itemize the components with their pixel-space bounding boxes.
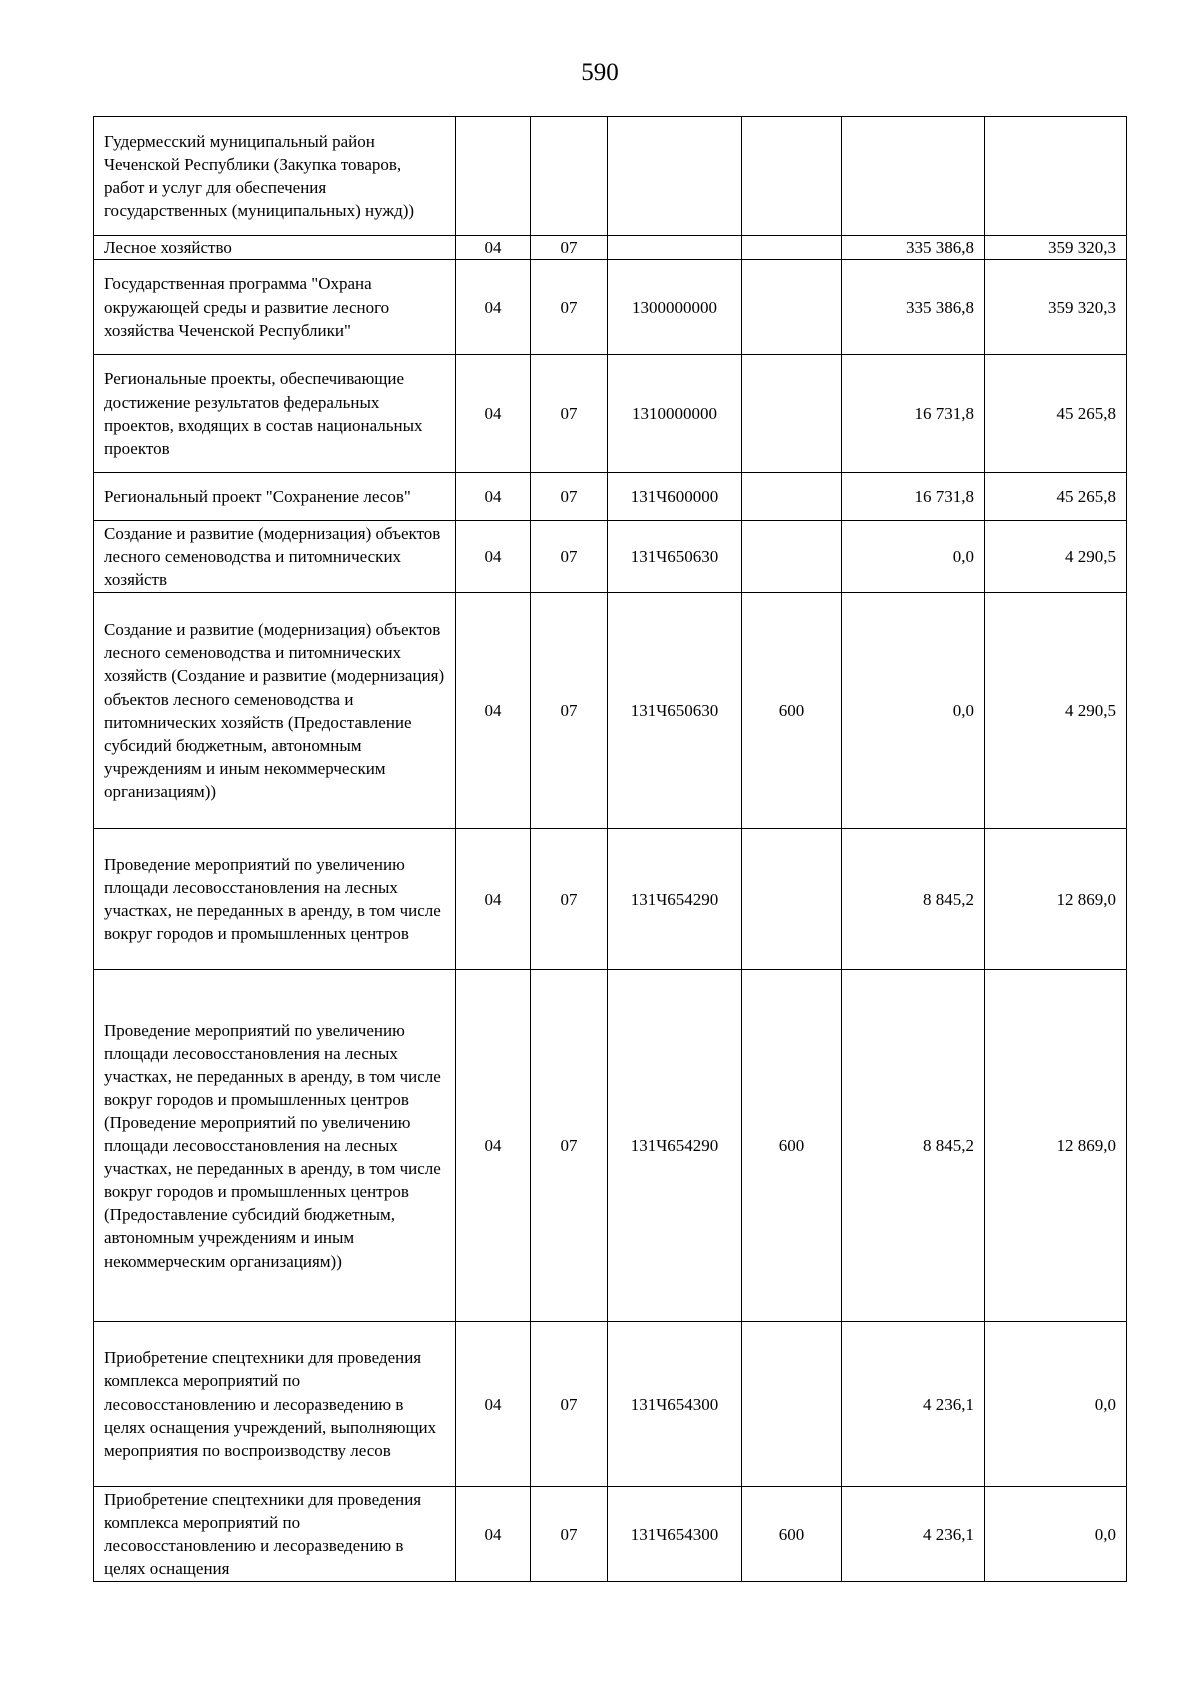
amount-year2-cell: 359 320,3 [985,260,1127,355]
target-article-cell: 131Ч654300 [608,1322,742,1487]
section-code-cell: 04 [456,260,531,355]
subsection-code-cell: 07 [531,593,608,829]
section-code-cell: 04 [456,473,531,521]
section-code-cell: 04 [456,1487,531,1582]
amount-year2-cell [985,117,1127,236]
subsection-code-cell: 07 [531,236,608,260]
amount-year1-cell: 8 845,2 [842,829,985,970]
amount-year1-cell: 335 386,8 [842,260,985,355]
expense-type-cell [742,260,842,355]
amount-year1-cell: 0,0 [842,593,985,829]
row-name-cell: Лесное хозяйство [94,236,456,260]
target-article-cell: 1300000000 [608,260,742,355]
expense-type-cell [742,829,842,970]
target-article-cell: 131Ч654290 [608,829,742,970]
expense-type-cell [742,236,842,260]
amount-year2-cell: 4 290,5 [985,593,1127,829]
amount-year2-cell: 359 320,3 [985,236,1127,260]
row-name-cell: Создание и развитие (модернизация) объектов лесного семеноводства и питомнических хозяйств [94,521,456,593]
amount-year1-cell: 0,0 [842,521,985,593]
expense-type-cell [742,355,842,473]
expense-type-cell: 600 [742,593,842,829]
amount-year1-cell: 335 386,8 [842,236,985,260]
subsection-code-cell: 07 [531,1487,608,1582]
amount-year2-cell: 45 265,8 [985,473,1127,521]
table-row [94,970,1127,1322]
row-name-cell: Государственная программа "Охрана окружающей среды и развитие лесного хозяйства Чеченской Республики" [94,260,456,355]
row-name-cell: Создание и развитие (модернизация) объектов лесного семеноводства и питомнических хозяйств (Создание и развитие (модернизация) объектов лесного семеноводства и питомнических хозяйств (Предоставление субсидий бюджетным, автономным учреждениям и иным некоммерческим организациям)) [94,593,456,829]
row-name-cell: Проведение мероприятий по увеличению площади лесовосстановления на лесных участках, не переданных в аренду, в том числе вокруг городов и промышленных центров [94,829,456,970]
table-row [94,236,1127,260]
section-code-cell: 04 [456,355,531,473]
subsection-code-cell: 07 [531,521,608,593]
subsection-code-cell: 07 [531,970,608,1322]
section-code-cell: 04 [456,829,531,970]
section-code-cell: 04 [456,236,531,260]
amount-year1-cell: 4 236,1 [842,1487,985,1582]
amount-year2-cell: 12 869,0 [985,970,1127,1322]
expense-type-cell [742,473,842,521]
table-row [94,829,1127,970]
row-name-cell: Региональный проект "Сохранение лесов" [94,473,456,521]
amount-year2-cell: 12 869,0 [985,829,1127,970]
expense-type-cell [742,1322,842,1487]
page-number: 590 [581,59,619,86]
target-article-cell: 131Ч654290 [608,970,742,1322]
subsection-code-cell: 07 [531,829,608,970]
table-row [94,117,1127,236]
amount-year1-cell: 4 236,1 [842,1322,985,1487]
section-code-cell [456,117,531,236]
table-row [94,1487,1127,1582]
subsection-code-cell: 07 [531,1322,608,1487]
expense-type-cell [742,117,842,236]
amount-year2-cell: 0,0 [985,1322,1127,1487]
target-article-cell: 131Ч654300 [608,1487,742,1582]
row-name-cell: Гудермесский муниципальный район Чеченской Республики (Закупка товаров, работ и услуг для обеспечения государственных (муниципальных) нужд)) [94,117,456,236]
table-row [94,1322,1127,1487]
row-name-cell: Приобретение спецтехники для проведения комплекса мероприятий по лесовосстановлению и лесоразведению в целях оснащения учреждений, выполняющих мероприятия по воспроизводству лесов [94,1322,456,1487]
target-article-cell: 131Ч650630 [608,521,742,593]
table-row [94,473,1127,521]
amount-year2-cell: 45 265,8 [985,355,1127,473]
target-article-cell [608,236,742,260]
target-article-cell: 1310000000 [608,355,742,473]
row-name-cell: Региональные проекты, обеспечивающие достижение результатов федеральных проектов, входящих в состав национальных проектов [94,355,456,473]
table-row [94,355,1127,473]
target-article-cell: 131Ч600000 [608,473,742,521]
table-row [94,260,1127,355]
section-code-cell: 04 [456,593,531,829]
target-article-cell: 131Ч650630 [608,593,742,829]
row-name-cell: Проведение мероприятий по увеличению площади лесовосстановления на лесных участках, не переданных в аренду, в том числе вокруг городов и промышленных центров (Проведение мероприятий по увеличению площади лесовосстановления на лесных участках, не переданных в аренду, в том числе вокруг городов и промышленных центров (Предоставление субсидий бюджетным, автономным учреждениям и иным некоммерческим организациям)) [94,970,456,1322]
amount-year1-cell [842,117,985,236]
budget-table [93,116,1127,1582]
amount-year1-cell: 8 845,2 [842,970,985,1322]
amount-year2-cell: 0,0 [985,1487,1127,1582]
amount-year1-cell: 16 731,8 [842,473,985,521]
subsection-code-cell: 07 [531,260,608,355]
row-name-cell: Приобретение спецтехники для проведения комплекса мероприятий по лесовосстановлению и лесоразведению в целях оснащения [94,1487,456,1582]
amount-year2-cell: 4 290,5 [985,521,1127,593]
table-row [94,521,1127,593]
target-article-cell [608,117,742,236]
expense-type-cell [742,521,842,593]
subsection-code-cell: 07 [531,355,608,473]
subsection-code-cell [531,117,608,236]
expense-type-cell: 600 [742,1487,842,1582]
section-code-cell: 04 [456,1322,531,1487]
table-row [94,593,1127,829]
section-code-cell: 04 [456,521,531,593]
expense-type-cell: 600 [742,970,842,1322]
section-code-cell: 04 [456,970,531,1322]
subsection-code-cell: 07 [531,473,608,521]
amount-year1-cell: 16 731,8 [842,355,985,473]
